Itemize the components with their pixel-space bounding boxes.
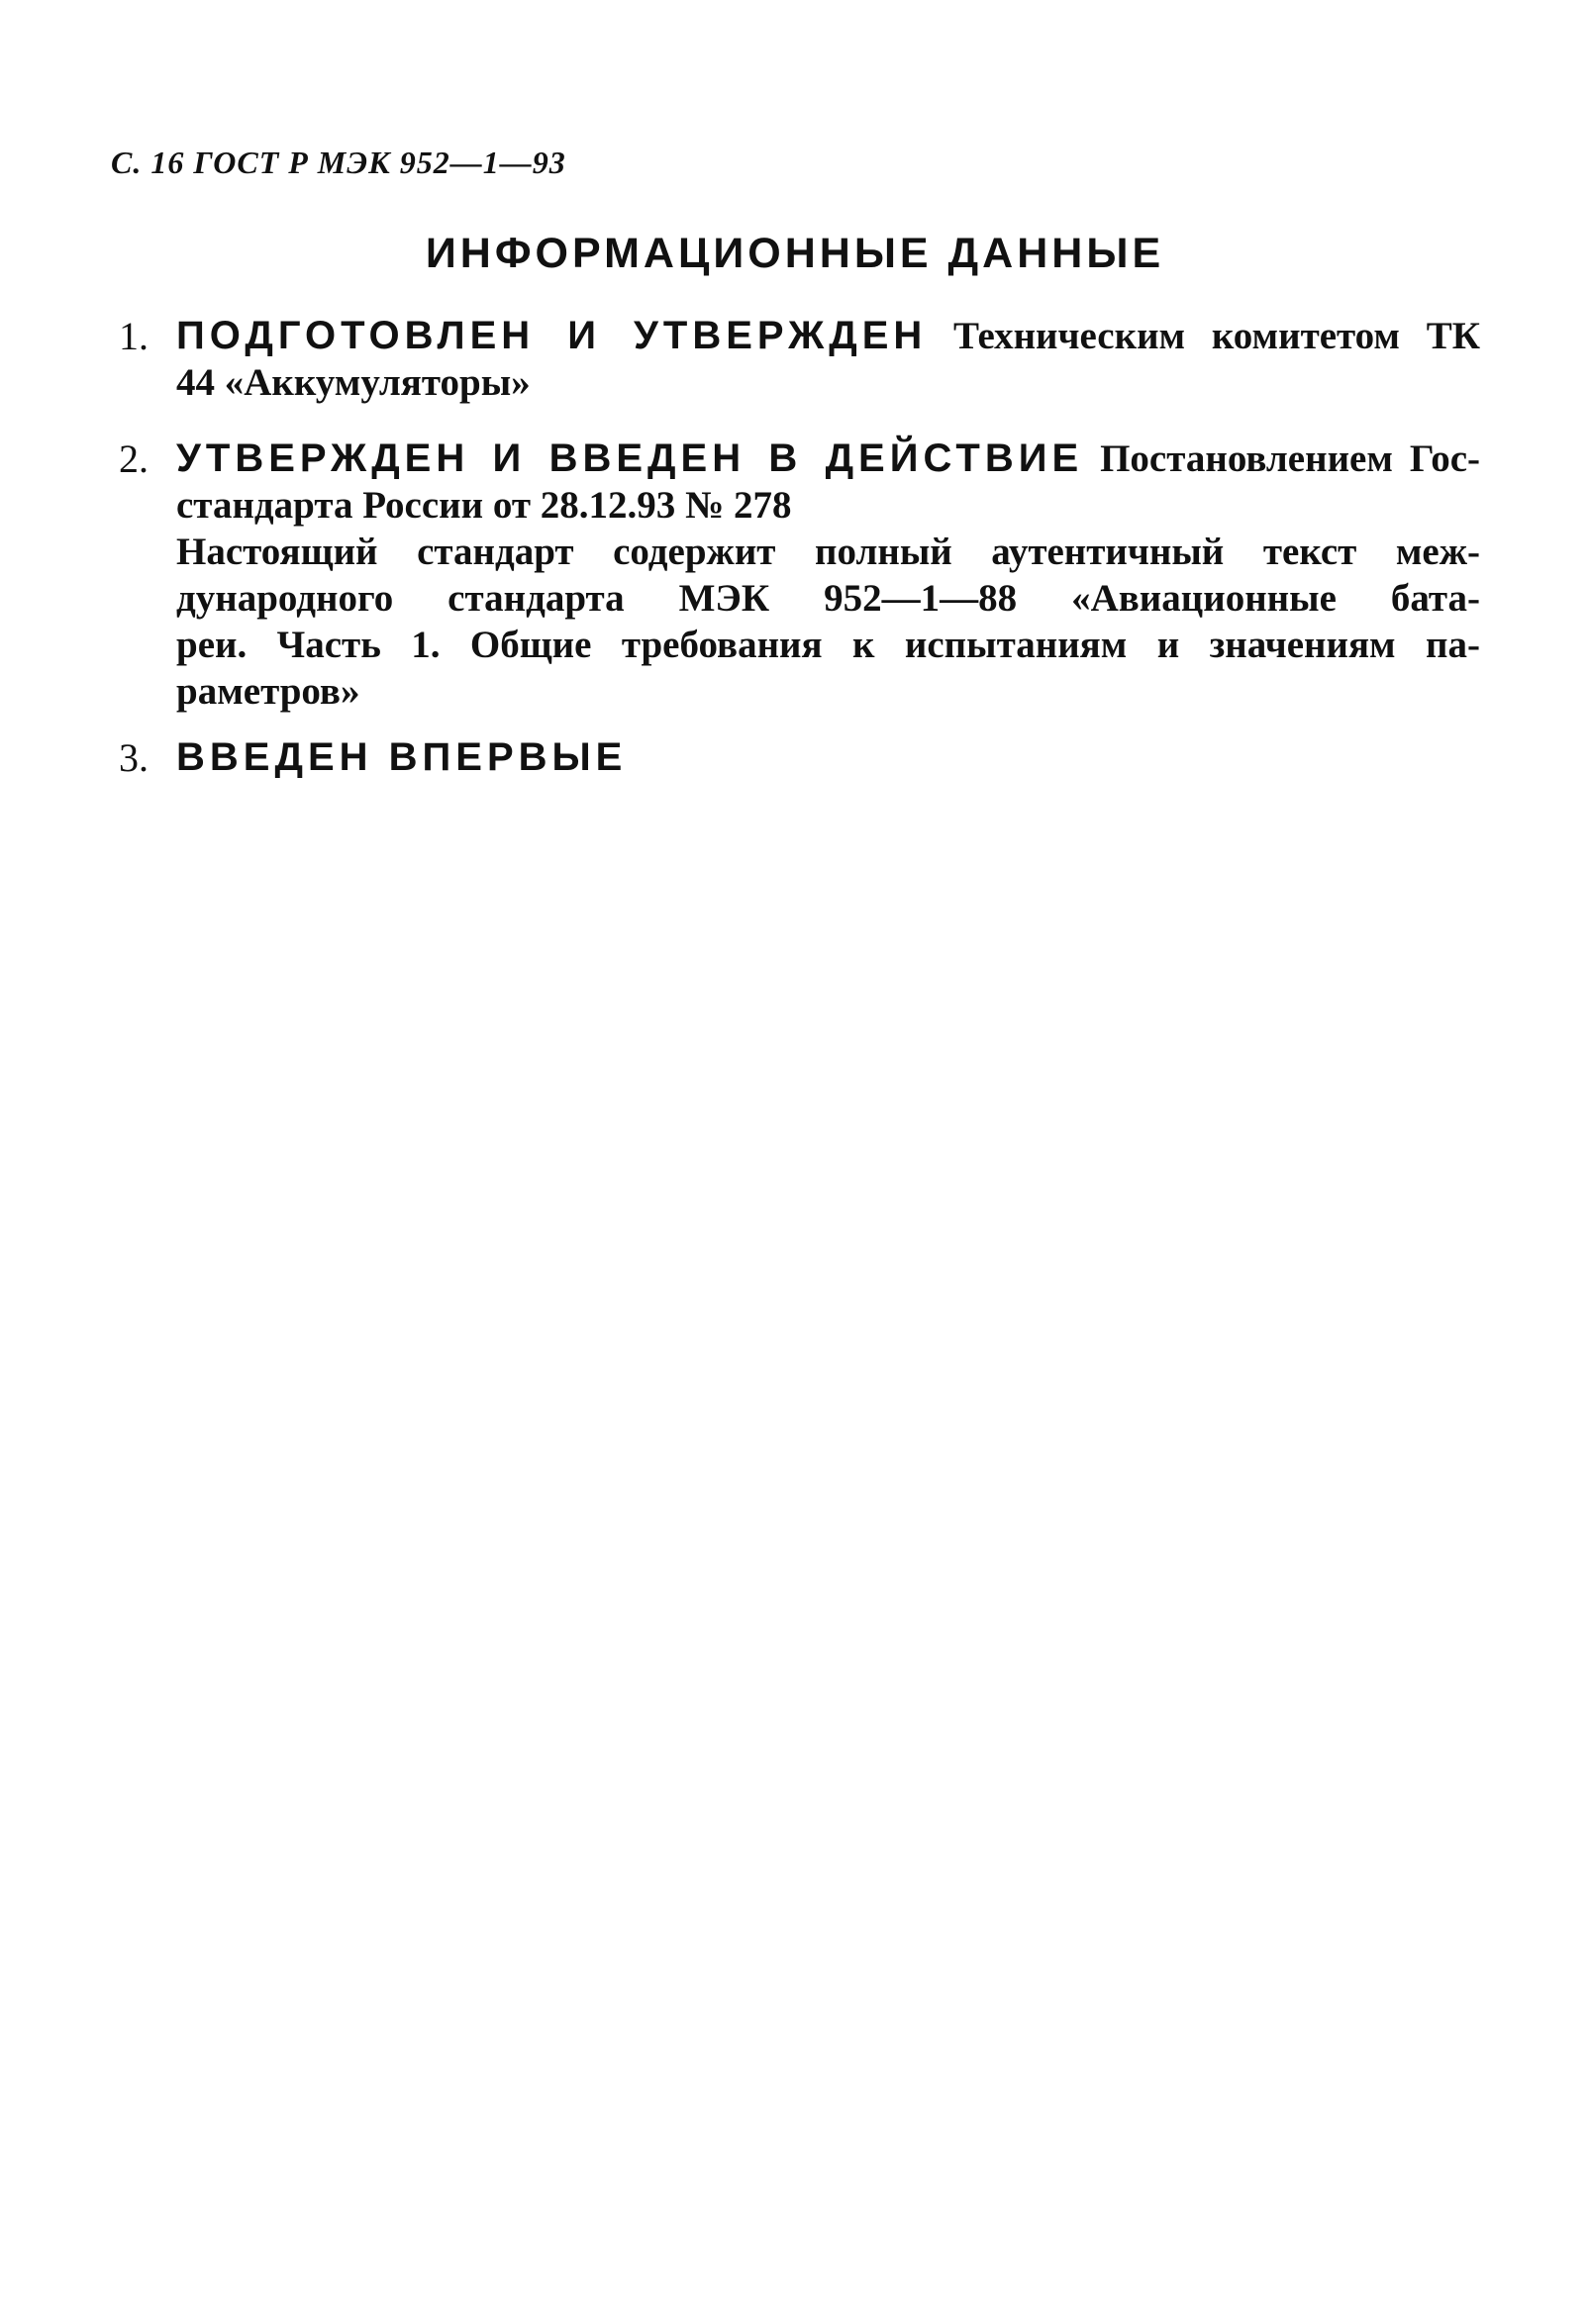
- item-line: дународного стандарта МЭК 952—1—88 «Авиационные бата-: [176, 577, 1480, 620]
- page-title: ИНФОРМАЦИОННЫЕ ДАННЫЕ: [425, 230, 1165, 277]
- item-number: 2.: [119, 436, 149, 481]
- item-body: [176, 436, 1480, 715]
- item-heading: ВВЕДЕН ВПЕРВЫЕ: [176, 735, 628, 779]
- item-text: Техническим комитетом ТК: [953, 315, 1480, 357]
- item-line: [176, 313, 1480, 359]
- item-number: 1.: [119, 314, 149, 358]
- item-heading: ПОДГОТОВЛЕН И УТВЕРЖДЕН: [176, 314, 928, 357]
- item-line: [176, 734, 1480, 781]
- item-line: стандарта России от 28.12.93 № 278: [176, 484, 792, 527]
- item-line: Настоящий стандарт содержит полный аутентичный текст меж-: [176, 531, 1480, 573]
- item-heading: УТВЕРЖДЕН И ВВЕДЕН В ДЕЙСТВИЕ: [176, 436, 1084, 480]
- item-line: реи. Часть 1. Общие требования к испытаниям и значениям па-: [176, 624, 1480, 666]
- item-line: [176, 436, 1480, 482]
- item-body: [176, 313, 1480, 406]
- item-line: 44 «Аккумуляторы»: [176, 361, 531, 404]
- running-head: С. 16 ГОСТ Р МЭК 952—1—93: [111, 145, 566, 180]
- item-body: [176, 734, 1480, 781]
- item-line: раметров»: [176, 670, 360, 713]
- item-number: 3.: [119, 735, 149, 780]
- item-text: Постановлением Гос-: [1100, 437, 1481, 480]
